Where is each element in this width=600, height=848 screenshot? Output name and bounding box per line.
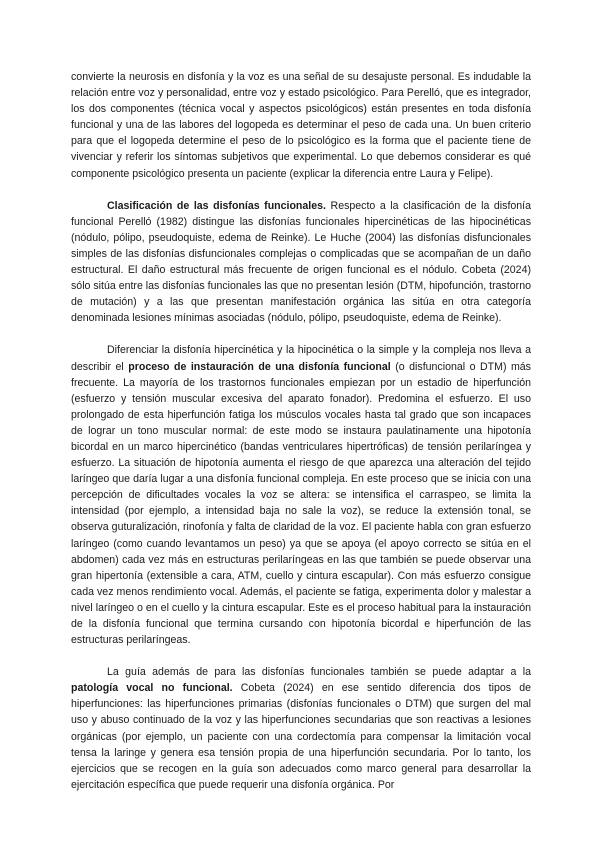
paragraph-text: Cobeta (2024) en ese sentido diferencia dos tipos de hiperfunciones: las hiperfunciones primarias (disfonías funcionales o DTM) que surgen del mal uso y abuso continuado de la voz y las hiperfunciones secundarias que son reactivas a lesiones orgánicas (por ejemplo, un paciente con una cordectomía para compensar la limitación vocal tensa la laringe y genera esa tensión propia de una hiperfunción secundaria. Por lo tanto, los ejercicios que se recogen en la guía son adecuados como marco general para desarrollar la ejercitación específica que puede requerir una disfonía orgánica. Por (71, 682, 531, 791)
paragraph-text: (o disfuncional o DTM) más frecuente. La mayoría de los trastornos funcionales empiezan por un estadio de hiperfunción (esfuerzo y tensión muscular excesiva del aparato fonador). Predomina el esfuerzo. El uso prolongado de esta hiperfunción fatiga los músculos vocales hasta tal grado que son incapaces de lograr un tono muscular normal: de este modo se instaura paulatinamente una hipotonía bicordal en un marco hipercinético (bandas ventriculares hipertróficas) de tensión perilaríngea y esfuerzo. La situación de hipotonía aumenta el riesgo de que aparezca una alteración del tejido laríngeo que daría lugar a una disfonía funcional compleja. En este proceso que se inicia con una percepción de dificultades vocales la voz se altera: se intensifica el carraspeo, se limita la intensidad (por ejemplo, a intensidad baja no sale la voz), se reduce la extensión tonal, se observa guturalización, rinofonía y falta de claridad de la voz. El paciente habla con gran esfuerzo laríngeo (como cuando levantamos un peso) ya que se apoya (el apoyo correcto se sitúa en el abdomen) cada vez más en estructuras perilaríngeas en las que también se puede observar una gran hipertonía (extensible a cara, ATM, cuello y cintura escapular). Con más esfuerzo consigue cada vez menos rendimiento vocal. Además, el paciente se fatiga, experimenta dolor y malestar a nivel laríngeo o en el cuello y la cintura escapular. Este es el proceso habitual para la instauración de la disfonía funcional que termina cursando con hipotonía bicordal e hiperfunción de las estructuras perilaríngeas. (71, 360, 531, 647)
document-body (71, 69, 531, 793)
emphasis-patologia-no-funcional: patología vocal no funcional. (71, 682, 233, 695)
paragraph-neurosis-voz (71, 69, 531, 182)
paragraph-patologia-no-funcional (71, 664, 531, 793)
paragraph-text: Diferenciar la disfonía hipercinética y la hipocinética o la simple y la compleja nos lleva a describir el (71, 344, 531, 373)
paragraph-text: convierte la neurosis en disfonía y la voz es una señal de su desajuste personal. Es indudable la relación entre voz y personalidad, entre voz y estado psicológico. Para Perelló, que es integrador, los dos componentes (técnica vocal y aspectos psicológicos) están presentes en toda disfonía funcional y una de las labores del logopeda es determinar el peso de cada una. Un buen criterio para que el logopeda determine el peso de lo psicológico es la forma que el paciente tiene de vivenciar y referir los síntomas subjetivos que experimental. Lo que debemos considerar es qué componente psicológico presenta un paciente (explicar la diferencia entre Laura y Felipe). (71, 71, 531, 180)
section-heading-clasificacion: Clasificación de las disfonías funcionales. (107, 199, 326, 212)
paragraph-text: La guía además de para las disfonías funcionales también se puede adaptar a la (107, 666, 531, 679)
emphasis-proceso-instauracion: proceso de instauración de una disfonía funcional (128, 360, 391, 373)
paragraph-clasificacion (71, 198, 531, 327)
paragraph-proceso-instauracion (71, 342, 531, 648)
paragraph-text: Respecto a la clasificación de la disfonía funcional Perelló (1982) distingue las disfonías funcionales hipercinéticas de las hipocinéticas (nódulo, pólipo, pseudoquiste, edema de Reinke). Le Huche (2004) las disfonías disfuncionales simples de las disfonías disfuncionales complejas o complicadas que se acompañan de un daño estructural. El daño estructural más frecuente de origen funcional es el nódulo. Cobeta (2024) sólo sitúa entre las disfonías funcionales las que no presentan lesión (DTM, hipofunción, trastorno de mutación) y a las que presentan manifestación orgánica las sitúa en otra categoría denominada lesiones mínimas asociadas (nódulo, pólipo, pseudoquiste, edema de Reinke). (71, 199, 531, 325)
